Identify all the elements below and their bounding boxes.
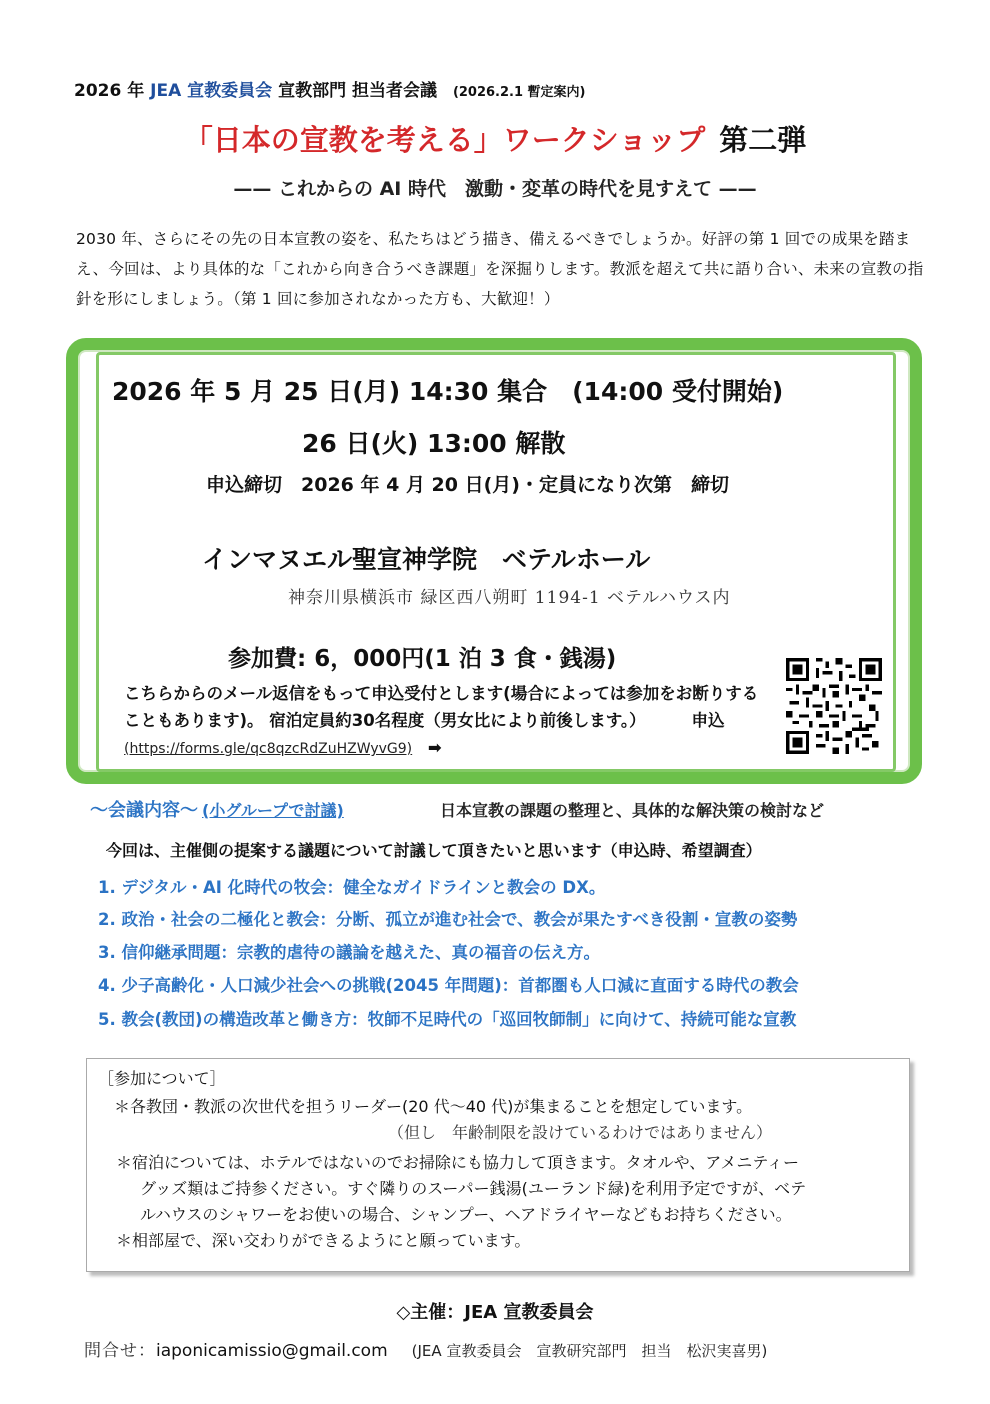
note-line: ルハウスのシャワーをお使いの場合、シャンプー、ヘアドライヤーなどもお持ちください。: [140, 1205, 792, 1224]
topic-item: 2. 政治・社会の二極化と教会：分断、孤立が進む社会で、教会が果たすべき役割・宣教の姿勢: [98, 910, 798, 929]
note-line: ＊宿泊については、ホテルではないのでお掃除にも協力して頂きます。タオルや、アメニティー: [116, 1153, 800, 1172]
conference-heading: ～会議内容～: [90, 800, 198, 821]
note-line: グッズ類はご持参ください。すぐ隣りのスーパー銭湯(ユーランド緑)を利用予定ですが、ベテ: [140, 1179, 807, 1198]
venue-name: インマヌエル聖宣神学院 ベテルホール: [202, 545, 651, 574]
conference-description: 日本宣教の課題の整理と、具体的な解決策の検討など: [440, 801, 825, 820]
contact-person: (JEA 宣教委員会 宣教研究部門 担当 松沢実喜男): [411, 1342, 768, 1360]
organizer: ◇主催：JEA 宣教委員会: [396, 1302, 594, 1323]
header-org: JEA 宣教委員会: [150, 81, 273, 101]
contact-line: [84, 1336, 767, 1361]
application-info: [124, 680, 774, 763]
qr-code-icon[interactable]: [786, 658, 882, 754]
main-title-text: 「日本の宣教を考える」ワークショップ: [183, 123, 706, 157]
main-title-number: 第二弾: [719, 123, 807, 157]
event-date-start: 2026 年 5 月 25 日(月) 14:30 集合 (14:00 受付開始): [112, 377, 784, 406]
contact-label: 問合せ：: [84, 1341, 156, 1361]
topic-item: 4. 少子高齢化・人口減少社会への挑戦(2045 年問題)：首都圏も人口減に直面する時代の教会: [98, 976, 799, 995]
note-line: （但し 年齢制限を設けているわけではありません）: [388, 1123, 773, 1142]
notes-title: ［参加について］: [98, 1069, 226, 1088]
header-provisional: (2026.2.1 暫定案内): [452, 85, 586, 100]
topic-item: 1. デジタル・AI 化時代の牧会：健全なガイドラインと教会の DX。: [98, 878, 606, 897]
conference-intro: 今回は、主催側の提案する議題について討議して頂きたいと思います（申込時、希望調査）: [106, 841, 762, 860]
application-deadline: 申込締切 2026 年 4 月 20 日(月)・定員になり次第 締切: [206, 474, 729, 496]
event-date-end: 26 日(火) 13:00 解散: [302, 429, 566, 458]
note-line: ＊相部屋で、深い交わりができるようにと願っています。: [116, 1231, 531, 1250]
conference-title: [90, 796, 344, 822]
contact-email-link[interactable]: iaponicamissio@gmail.com: [156, 1341, 388, 1361]
header-line: [74, 76, 586, 101]
application-text: こちらからのメール返信をもって申込受付とします(場合によっては参加をお断りすることもあります)。 宿泊定員約30名程度（男女比により前後します。）: [124, 684, 759, 730]
apply-link-label[interactable]: 申込: [691, 711, 725, 730]
conference-group-note: (小グループで討議): [202, 801, 344, 820]
sub-title: —— これからの AI 時代 激動・変革の時代を見すえて ——: [233, 178, 757, 200]
venue-address: 神奈川県横浜市 緑区西八朔町 1194-1 ベテルハウス内: [288, 588, 731, 608]
note-line: ＊各教団・教派の次世代を担うリーダー(20 代～40 代)が集まることを想定しています。: [114, 1097, 753, 1116]
apply-url-link[interactable]: (https://forms.gle/qc8qzcRdZuHZWyvG9): [124, 741, 413, 757]
topic-item: 5. 教会(教団)の構造改革と働き方：牧師不足時代の「巡回牧師制」に向けて、持続可能な宣教: [98, 1010, 797, 1029]
header-year: 2026 年: [74, 81, 145, 101]
header-meeting: 宣教部門 担当者会議: [278, 81, 438, 101]
main-title: [0, 118, 990, 159]
intro-paragraph: 2030 年、さらにその先の日本宣教の姿を、私たちはどう描き、備えるべきでしょうか。好評の第 1 回での成果を踏まえ、今回は、より具体的な「これから向き合うべき課題」を深掘りします。教派を超えて共に語り合い、未来の宣教の指針を形にしましょう。（第 1 回に参加されなかった方も、大歓迎！）: [76, 230, 924, 308]
topic-item: 3. 信仰継承問題：宗教的虐待の議論を越えた、真の福音の伝え方。: [98, 943, 600, 962]
participation-fee: 参加費: 6，000円(1 泊 3 食・銭湯): [228, 646, 617, 672]
arrow-right-icon: ➡: [427, 738, 442, 757]
